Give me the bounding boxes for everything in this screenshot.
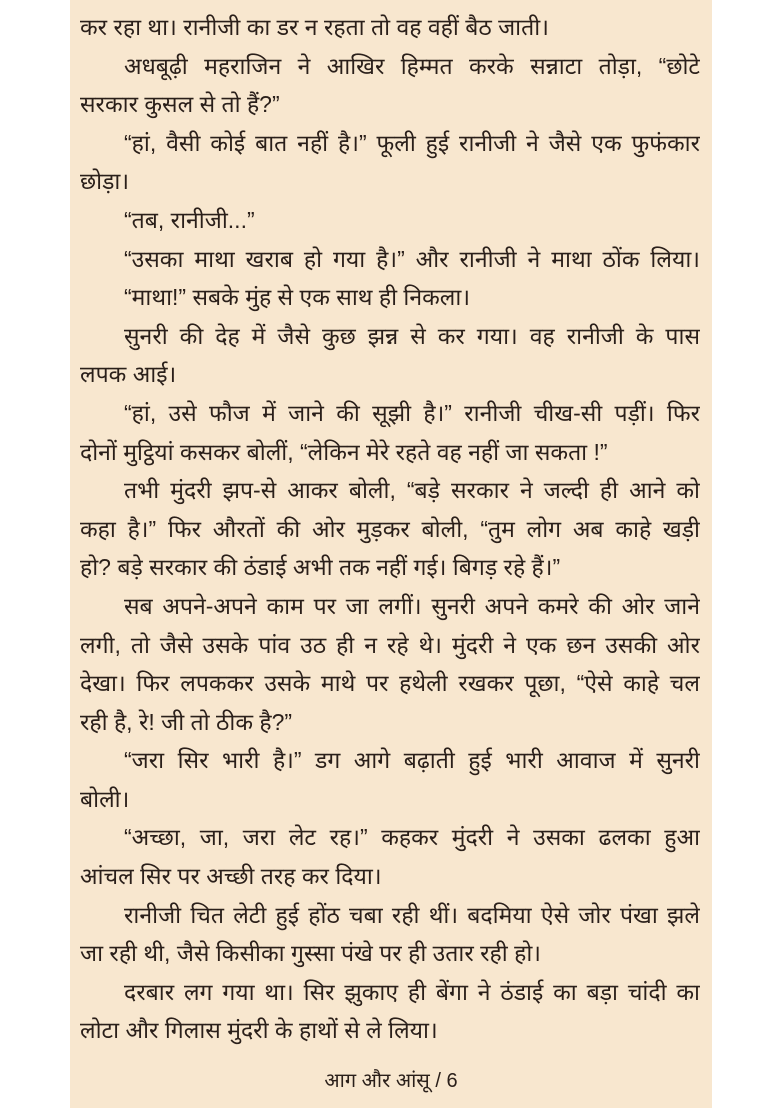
text-line: “हां, उसे फौज में जाने की सूझी है।” रानीजी चीख-सी पड़ीं। फिर <box>124 399 700 426</box>
text-line: “तब, रानीजी...” <box>124 206 255 233</box>
text-line: अधबूढ़ी महराजिन ने आखिर हिम्मत करके सन्नाटा तोड़ा, “छोटे <box>124 52 700 79</box>
text-line: लपक आई। <box>80 361 177 388</box>
text-line: हो? बड़े सरकार की ठंडाई अभी तक नहीं गई। बिगड़ रहे हैं।” <box>80 554 561 581</box>
text-line: सरकार कुसल से तो हैं?” <box>80 91 280 118</box>
page-footer: आग और आंसू / 6 <box>324 1070 458 1092</box>
text-line: रही है, रे! जी तो ठीक है?” <box>80 708 293 735</box>
text-line: “हां, वैसी कोई बात नहीं है।” फूली हुई रानीजी ने जैसे एक फुफंकार <box>124 129 700 156</box>
text-line: “जरा सिर भारी है।” डग आगे बढ़ाती हुई भारी आवाज में सुनरी <box>124 747 700 774</box>
text-line: “अच्छा, जा, जरा लेट रह।” कहकर मुंदरी ने उसका ढलका हुआ <box>124 824 700 851</box>
page-body-text <box>80 8 700 1050</box>
text-line: तभी मुंदरी झप-से आकर बोली, “बड़े सरकार ने जल्दी ही आने को <box>124 477 700 504</box>
text-line: देखा। फिर लपककर उसके माथे पर हथेली रखकर पूछा, “ऐसे काहे चल <box>80 670 700 697</box>
text-line: कहा है।” फिर औरतों की ओर मुड़कर बोली, “तुम लोग अब काहे खड़ी <box>80 515 700 542</box>
text-line: सुनरी की देह में जैसे कुछ झन्न से कर गया। वह रानीजी के पास <box>124 322 700 349</box>
text-line: बोली। <box>80 785 130 812</box>
text-line: “माथा!” सबके मुंह से एक साथ ही निकला। <box>124 284 471 311</box>
text-line: लोटा और गिलास मुंदरी के हाथों से ले लिया। <box>80 1017 438 1044</box>
text-line: दोनों मुट्ठियां कसकर बोलीं, “लेकिन मेरे रहते वह नहीं जा सकता !” <box>80 438 608 465</box>
text-line: रानीजी चित लेटी हुई होंठ चबा रही थीं। बदमिया ऐसे जोर पंखा झले <box>124 901 700 928</box>
text-line: जा रही थी, जैसे किसीका गुस्सा पंखे पर ही उतार रही हो। <box>80 940 541 967</box>
text-line: सब अपने-अपने काम पर जा लगीं। सुनरी अपने कमरे की ओर जाने <box>124 592 700 619</box>
text-line: “उसका माथा खराब हो गया है।” और रानीजी ने माथा ठोंक लिया। <box>124 245 700 272</box>
text-line: कर रहा था। रानीजी का डर न रहता तो वह वहीं बैठ जाती। <box>80 14 549 40</box>
text-line: आंचल सिर पर अच्छी तरह कर दिया। <box>80 863 382 890</box>
text-line: दरबार लग गया था। सिर झुकाए ही बेंगा ने ठंडाई का बड़ा चांदी का <box>124 978 700 1005</box>
text-line: छोड़ा। <box>80 168 130 195</box>
text-line: लगी, तो जैसे उसके पांव उठ ही न रहे थे। मुंदरी ने एक छन उसकी ओर <box>80 631 700 658</box>
